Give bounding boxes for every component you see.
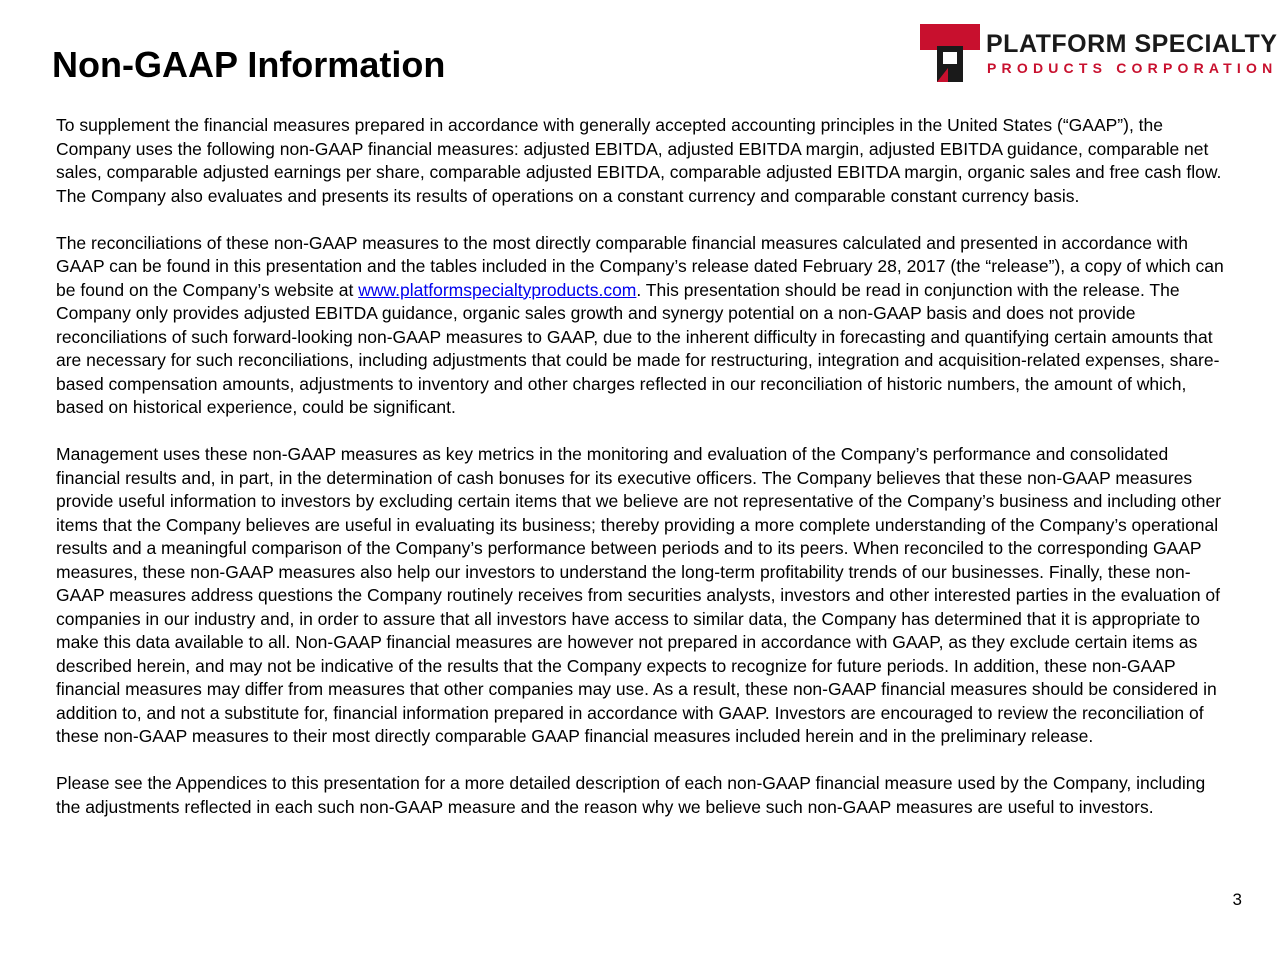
paragraph-appendices: Please see the Appendices to this presentation for a more detailed description of each non-GAAP financial measure used by the Company, including the adjustments reflected in each such non-GAAP measure and the reason why we believe such non-GAAP measures are useful to investors. (56, 773, 1206, 817)
slide-title: Non-GAAP Information (52, 44, 446, 85)
paragraph-management-use: Management uses these non-GAAP measures as key metrics in the monitoring and evaluation of the Company’s performance and consolidated financial results and, in part, in the determination of cash bonuses for its executive officers. The Company believes that these non-GAAP measures provide useful information to investors by excluding certain items that we believe are not representative of the Company’s business and including other items that the Company believes are useful in evaluating its business; thereby providing a more complete understanding of the Company’s operational results and a meaningful comparison of the Company’s performance between periods and to its peers. When reconciled to the corresponding GAAP measures, these non-GAAP measures also help our investors to understand the long-term profitability trends of our businesses. Finally, these non-GAAP measures address questions the Company routinely receives from securities analysts, investors and other interested parties in the evaluation of companies in our industry and, in order to assure that all investors have access to similar data, the Company has determined that it is appropriate to make this data available to all. Non-GAAP financial measures are however not prepared in accordance with GAAP, as they exclude certain items as described herein, and may not be indicative of the results that the Company expects to recognize for future periods. In addition, these non-GAAP financial measures may differ from measures that other companies may use. As a result, these non-GAAP financial measures should be considered in addition to, and not a substitute for, financial information prepared in accordance with GAAP. Investors are encouraged to review the reconciliation of these non-GAAP measures to their most directly comparable GAAP financial measures included herein and in the preliminary release. (56, 444, 1222, 746)
platform-mark-icon (920, 24, 980, 82)
body-text (56, 114, 1226, 843)
logo-company-name: PLATFORM SPECIALTY (986, 30, 1278, 58)
logo-company-subtitle: PRODUCTS CORPORATION (987, 60, 1278, 76)
paragraph-gaap-measures: To supplement the financial measures prepared in accordance with generally accepted accounting principles in the United States (“GAAP”), the Company uses the following non-GAAP financial measures: adjusted EBITDA, adjusted EBITDA margin, adjusted EBITDA guidance, comparable net sales, comparable adjusted earnings per share, comparable adjusted EBITDA, comparable adjusted EBITDA margin, organic sales and free cash flow. The Company also evaluates and presents its results of operations on a constant currency and comparable constant currency basis. (56, 115, 1222, 206)
paragraph-reconciliations (56, 232, 1226, 420)
company-logo (920, 24, 1278, 84)
paragraph-reconciliations-text-a: The reconciliations of these non-GAAP measures to the most directly comparable financial measures calculated and presented in accordance with GAAP can be found in this presentation and the tables included in the Company’s release dated February 28, 2017 (the “release”), a copy of which can be found on the Company’s website at (56, 232, 1224, 300)
paragraph-reconciliations-text-b: . This presentation should be read in conjunction with the release. The Company only provides adjusted EBITDA guidance, organic sales growth and synergy potential on a non-GAAP basis and does not provide reconciliations of such forward-looking non-GAAP measures to GAAP, due to the inherent difficulty in forecasting and quantifying certain amounts that are necessary for such reconciliations, including adjustments that could be made for restructuring, integration and acquisition-related expenses, share-based compensation amounts, adjustments to inventory and other charges reflected in our reconciliation of historic numbers, the amount of which, based on historical experience, could be significant. (56, 279, 1220, 417)
page-number: 3 (1232, 890, 1242, 909)
website-link[interactable]: www.platformspecialtyproducts.com (358, 279, 637, 300)
